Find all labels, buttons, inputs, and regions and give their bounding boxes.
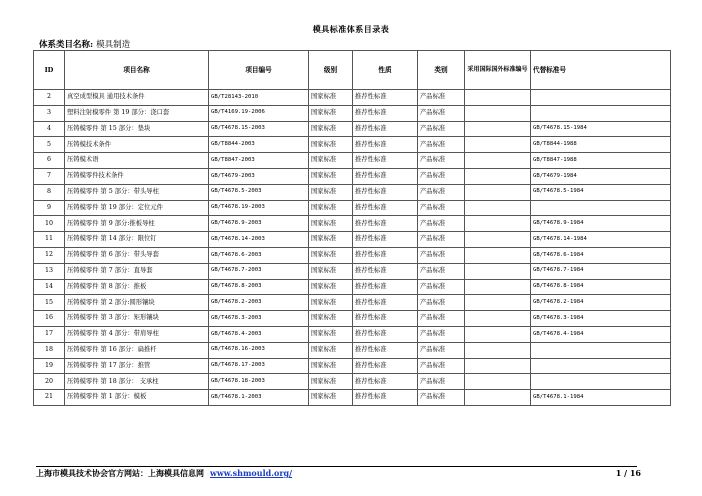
cell-adopted xyxy=(465,279,531,295)
cell-code: GB/T4678.16-2003 xyxy=(209,342,309,358)
cell-adopted xyxy=(465,311,531,327)
cell-name: 压铸模零件 第 14 部分：限位钉 xyxy=(65,232,209,248)
cell-name: 真空成型模具 通用技术条件 xyxy=(65,90,209,106)
document-title: 模具标准体系目录表 xyxy=(312,24,390,34)
cell-category: 产品标准 xyxy=(418,342,465,358)
cell-nature: 推荐性标准 xyxy=(353,184,418,200)
cell-id: 19 xyxy=(34,358,65,374)
cell-category: 产品标准 xyxy=(418,200,465,216)
cell-id: 21 xyxy=(34,390,65,406)
footer-rule xyxy=(36,466,637,467)
cell-replace xyxy=(531,374,671,390)
cell-nature: 推荐性标准 xyxy=(353,216,418,232)
cell-nature: 推荐性标准 xyxy=(353,168,418,184)
header-id: ID xyxy=(34,51,65,90)
cell-id: 7 xyxy=(34,168,65,184)
cell-code: GB/T4678.1-2003 xyxy=(209,390,309,406)
cell-id: 16 xyxy=(34,311,65,327)
table-row xyxy=(34,342,671,358)
cell-code: GB/T4679-2003 xyxy=(209,168,309,184)
cell-id: 10 xyxy=(34,216,65,232)
cell-adopted xyxy=(465,358,531,374)
category-value: 模具制造 xyxy=(96,40,131,50)
cell-id: 14 xyxy=(34,279,65,295)
cell-category: 产品标准 xyxy=(418,247,465,263)
cell-name: 压铸模零件 第 4 部分：带肩导柱 xyxy=(65,326,209,342)
cell-code: GB/T4678.8-2003 xyxy=(209,279,309,295)
cell-nature: 推荐性标准 xyxy=(353,232,418,248)
cell-category: 产品标准 xyxy=(418,326,465,342)
cell-replace: GB/T4678.14-1984 xyxy=(531,232,671,248)
cell-level: 国家标准 xyxy=(309,374,353,390)
cell-code: GB/T4169.19-2006 xyxy=(209,105,309,121)
cell-replace: GB/T4678.2-1984 xyxy=(531,295,671,311)
cell-id: 17 xyxy=(34,326,65,342)
cell-id: 5 xyxy=(34,137,65,153)
cell-level: 国家标准 xyxy=(309,216,353,232)
cell-replace: GB/T4678.5-1984 xyxy=(531,184,671,200)
cell-id: 6 xyxy=(34,153,65,169)
category-label: 体系类目名称: xyxy=(39,40,94,50)
header-replace: 代替标准号 xyxy=(531,51,671,90)
cell-level: 国家标准 xyxy=(309,121,353,137)
table-row xyxy=(34,326,671,342)
cell-nature: 推荐性标准 xyxy=(353,326,418,342)
cell-nature: 推荐性标准 xyxy=(353,358,418,374)
cell-nature: 推荐性标准 xyxy=(353,153,418,169)
cell-category: 产品标准 xyxy=(418,90,465,106)
header-nature: 性质 xyxy=(353,51,418,90)
cell-adopted xyxy=(465,390,531,406)
cell-id: 8 xyxy=(34,184,65,200)
page-footer xyxy=(36,468,676,479)
cell-level: 国家标准 xyxy=(309,342,353,358)
cell-code: GB/T4678.4-2003 xyxy=(209,326,309,342)
cell-adopted xyxy=(465,121,531,137)
table-row xyxy=(34,216,671,232)
cell-level: 国家标准 xyxy=(309,247,353,263)
cell-category: 产品标准 xyxy=(418,311,465,327)
cell-category: 产品标准 xyxy=(418,374,465,390)
cell-replace: GB/T4678.9-1984 xyxy=(531,216,671,232)
table-row xyxy=(34,390,671,406)
table-row xyxy=(34,200,671,216)
cell-code: GB/T8847-2003 xyxy=(209,153,309,169)
cell-name: 压铸模零件 第 8 部分：推板 xyxy=(65,279,209,295)
table-row xyxy=(34,153,671,169)
cell-adopted xyxy=(465,326,531,342)
cell-replace xyxy=(531,90,671,106)
cell-level: 国家标准 xyxy=(309,232,353,248)
cell-name: 压铸模技术条件 xyxy=(65,137,209,153)
cell-nature: 推荐性标准 xyxy=(353,374,418,390)
cell-adopted xyxy=(465,263,531,279)
table-row xyxy=(34,90,671,106)
cell-category: 产品标准 xyxy=(418,390,465,406)
table-row xyxy=(34,295,671,311)
cell-code: GB/T4678.5-2003 xyxy=(209,184,309,200)
page-number: 1 / 16 xyxy=(615,468,641,478)
cell-code: GB/T4678.2-2003 xyxy=(209,295,309,311)
cell-id: 13 xyxy=(34,263,65,279)
cell-replace xyxy=(531,200,671,216)
cell-nature: 推荐性标准 xyxy=(353,279,418,295)
table-row xyxy=(34,168,671,184)
cell-name: 压铸模零件 第 1 部分：模板 xyxy=(65,390,209,406)
cell-level: 国家标准 xyxy=(309,137,353,153)
cell-name: 压铸模零件 第 18 部分： 支承柱 xyxy=(65,374,209,390)
cell-nature: 推荐性标准 xyxy=(353,121,418,137)
cell-name: 压铸模零件 第 5 部分：带头导柱 xyxy=(65,184,209,200)
cell-code: GB/T4678.9-2003 xyxy=(209,216,309,232)
cell-id: 11 xyxy=(34,232,65,248)
cell-adopted xyxy=(465,342,531,358)
cell-nature: 推荐性标准 xyxy=(353,342,418,358)
cell-adopted xyxy=(465,184,531,200)
cell-replace xyxy=(531,342,671,358)
cell-nature: 推荐性标准 xyxy=(353,295,418,311)
table-row xyxy=(34,374,671,390)
cell-id: 18 xyxy=(34,342,65,358)
cell-level: 国家标准 xyxy=(309,153,353,169)
table-row xyxy=(34,121,671,137)
table-row xyxy=(34,105,671,121)
cell-name: 压铸模零件 第 17 部分：推管 xyxy=(65,358,209,374)
cell-replace: GB/T8847-1988 xyxy=(531,153,671,169)
cell-category: 产品标准 xyxy=(418,295,465,311)
cell-nature: 推荐性标准 xyxy=(353,200,418,216)
cell-category: 产品标准 xyxy=(418,279,465,295)
cell-replace: GB/T4678.8-1984 xyxy=(531,279,671,295)
cell-code: GB/T4678.15-2003 xyxy=(209,121,309,137)
cell-nature: 推荐性标准 xyxy=(353,263,418,279)
cell-category: 产品标准 xyxy=(418,153,465,169)
cell-nature: 推荐性标准 xyxy=(353,311,418,327)
cell-category: 产品标准 xyxy=(418,105,465,121)
cell-nature: 推荐性标准 xyxy=(353,137,418,153)
cell-code: GB/T28143-2010 xyxy=(209,90,309,106)
header-code: 项目编号 xyxy=(209,51,309,90)
header-name: 项目名称 xyxy=(65,51,209,90)
footer-link[interactable]: www.shmould.org/ xyxy=(210,468,293,478)
cell-level: 国家标准 xyxy=(309,295,353,311)
cell-category: 产品标准 xyxy=(418,232,465,248)
table-row xyxy=(34,137,671,153)
cell-category: 产品标准 xyxy=(418,168,465,184)
cell-adopted xyxy=(465,153,531,169)
cell-level: 国家标准 xyxy=(309,105,353,121)
cell-id: 2 xyxy=(34,90,65,106)
cell-adopted xyxy=(465,137,531,153)
cell-name: 压铸模零件技术条件 xyxy=(65,168,209,184)
cell-category: 产品标准 xyxy=(418,263,465,279)
cell-name: 压铸模零件 第 16 部分：扁推杆 xyxy=(65,342,209,358)
cell-adopted xyxy=(465,105,531,121)
cell-level: 国家标准 xyxy=(309,184,353,200)
header-category: 类别 xyxy=(418,51,465,90)
cell-category: 产品标准 xyxy=(418,184,465,200)
cell-replace xyxy=(531,358,671,374)
cell-name: 压铸模零件 第 7 部分：直导套 xyxy=(65,263,209,279)
cell-adopted xyxy=(465,90,531,106)
cell-name: 压铸模零件 第 15 部分：垫块 xyxy=(65,121,209,137)
cell-id: 3 xyxy=(34,105,65,121)
cell-adopted xyxy=(465,200,531,216)
cell-id: 15 xyxy=(34,295,65,311)
cell-level: 国家标准 xyxy=(309,390,353,406)
table-row xyxy=(34,263,671,279)
table-row xyxy=(34,311,671,327)
cell-id: 20 xyxy=(34,374,65,390)
cell-replace: GB/T4678.4-1984 xyxy=(531,326,671,342)
cell-adopted xyxy=(465,295,531,311)
cell-code: GB/T4678.3-2003 xyxy=(209,311,309,327)
cell-level: 国家标准 xyxy=(309,358,353,374)
cell-name: 压铸模零件 第 3 部分：矩形镶块 xyxy=(65,311,209,327)
cell-level: 国家标准 xyxy=(309,326,353,342)
standards-table xyxy=(33,50,671,406)
table-header-row xyxy=(34,51,671,90)
cell-category: 产品标准 xyxy=(418,358,465,374)
cell-code: GB/T8844-2003 xyxy=(209,137,309,153)
table-body xyxy=(34,90,671,406)
cell-adopted xyxy=(465,247,531,263)
cell-code: GB/T4678.7-2003 xyxy=(209,263,309,279)
cell-replace: GB/T4678.6-1984 xyxy=(531,247,671,263)
cell-level: 国家标准 xyxy=(309,279,353,295)
cell-level: 国家标准 xyxy=(309,263,353,279)
cell-code: GB/T4678.18-2003 xyxy=(209,374,309,390)
cell-replace: GB/T4679-1984 xyxy=(531,168,671,184)
cell-adopted xyxy=(465,216,531,232)
table-row xyxy=(34,247,671,263)
cell-adopted xyxy=(465,374,531,390)
cell-category: 产品标准 xyxy=(418,216,465,232)
cell-category: 产品标准 xyxy=(418,137,465,153)
header-adopted: 采用国际国外标准编号 xyxy=(465,51,531,90)
cell-nature: 推荐性标准 xyxy=(353,105,418,121)
cell-adopted xyxy=(465,168,531,184)
cell-replace: GB/T8844-1988 xyxy=(531,137,671,153)
cell-name: 压铸模术语 xyxy=(65,153,209,169)
cell-code: GB/T4678.17-2003 xyxy=(209,358,309,374)
cell-name: 压铸模零件 第 6 部分：带头导套 xyxy=(65,247,209,263)
header-level: 级别 xyxy=(309,51,353,90)
cell-replace: GB/T4678.7-1984 xyxy=(531,263,671,279)
cell-name: 压铸模零件 第 2 部分:圆形镶块 xyxy=(65,295,209,311)
footer-text: 上海市模具技术协会官方网站：上海模具信息网 xyxy=(36,468,204,478)
cell-adopted xyxy=(465,232,531,248)
table-row xyxy=(34,232,671,248)
cell-name: 压铸模零件 第 9 部分:推板导柱 xyxy=(65,216,209,232)
cell-level: 国家标准 xyxy=(309,200,353,216)
cell-replace: GB/T4678.3-1984 xyxy=(531,311,671,327)
cell-level: 国家标准 xyxy=(309,311,353,327)
cell-level: 国家标准 xyxy=(309,168,353,184)
table-row xyxy=(34,279,671,295)
cell-id: 12 xyxy=(34,247,65,263)
cell-nature: 推荐性标准 xyxy=(353,247,418,263)
table-row xyxy=(34,358,671,374)
cell-nature: 推荐性标准 xyxy=(353,390,418,406)
cell-id: 4 xyxy=(34,121,65,137)
cell-level: 国家标准 xyxy=(309,90,353,106)
table-row xyxy=(34,184,671,200)
cell-replace: GB/T4678.1-1984 xyxy=(531,390,671,406)
cell-name: 压铸模零件 第 19 部分：定位元件 xyxy=(65,200,209,216)
cell-code: GB/T4678.14-2003 xyxy=(209,232,309,248)
cell-code: GB/T4678.19-2003 xyxy=(209,200,309,216)
cell-code: GB/T4678.6-2003 xyxy=(209,247,309,263)
cell-name: 塑料注射模零件 第 19 部分：浇口套 xyxy=(65,105,209,121)
category-line xyxy=(39,38,130,50)
cell-nature: 推荐性标准 xyxy=(353,90,418,106)
cell-category: 产品标准 xyxy=(418,121,465,137)
cell-id: 9 xyxy=(34,200,65,216)
cell-replace xyxy=(531,105,671,121)
cell-replace: GB/T4678.15-1984 xyxy=(531,121,671,137)
